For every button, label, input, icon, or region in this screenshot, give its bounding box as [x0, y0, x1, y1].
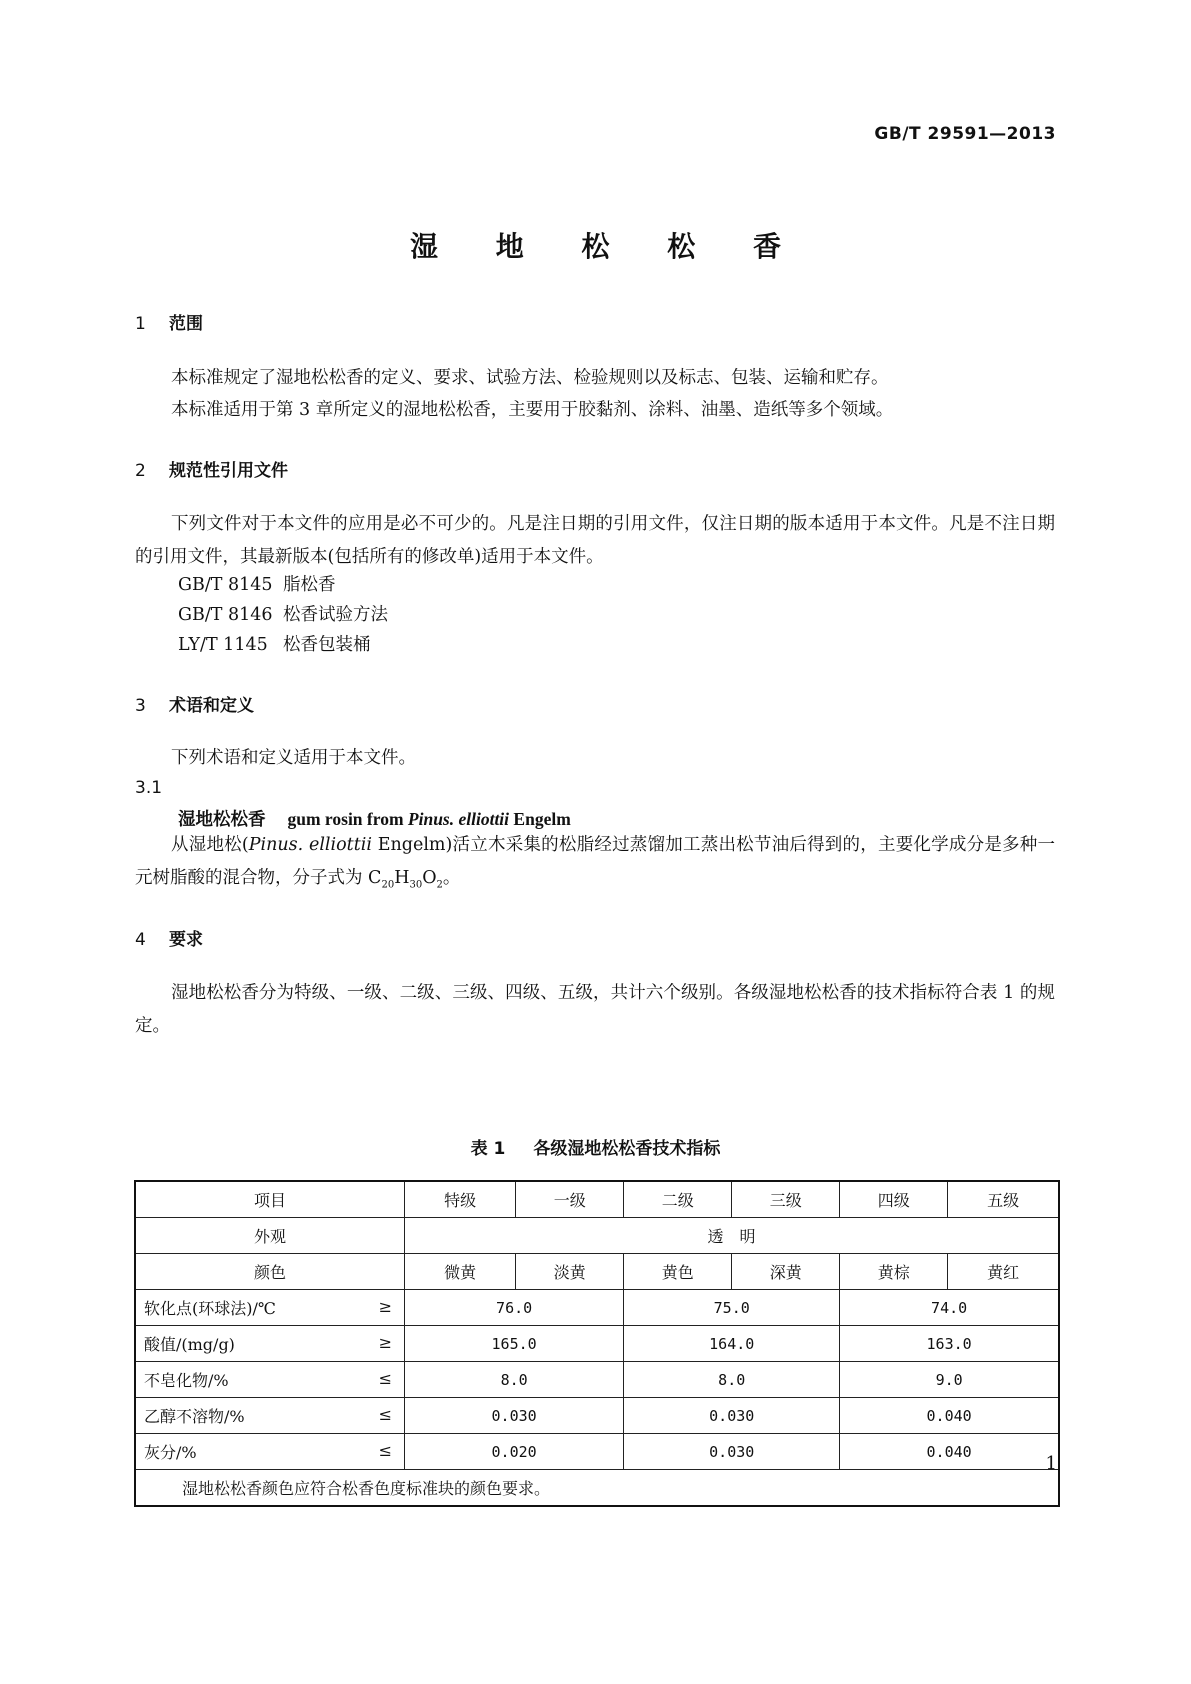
- section-heading-scope: [135, 309, 203, 334]
- reference-item: [178, 601, 388, 626]
- term-heading: [178, 806, 571, 831]
- section-number: 4: [135, 930, 146, 950]
- table-cell: 163.0: [840, 1326, 1059, 1362]
- section-heading-requirements: [135, 925, 203, 950]
- table-cell: 8.0: [624, 1362, 840, 1398]
- table-cell: 0.030: [405, 1398, 624, 1434]
- header-cell: 五级: [948, 1181, 1059, 1218]
- section-number: 1: [135, 314, 146, 334]
- term-definition: 从湿地松(Pinus. elliottii Engelm)活立木采集的松脂经过蒸馏加工蒸出松节油后得到的，主要化学成分是多种一元树脂酸的混合物，分子式为 $C_{20}H_{30}O_2$。: [135, 835, 1055, 891]
- table-cell: 165.0: [405, 1326, 624, 1362]
- header-cell: 四级: [840, 1181, 948, 1218]
- standard-number: GB/T 29591—2013: [874, 124, 1056, 144]
- table-row: [135, 1362, 1059, 1398]
- table-note-row: [135, 1470, 1059, 1507]
- section-title: 要求: [169, 930, 203, 950]
- row-label: 乙醇不溶物/% ≤: [135, 1398, 405, 1434]
- reference-code: GB/T 8146: [178, 605, 273, 625]
- table-cell: 0.040: [840, 1434, 1059, 1470]
- section-title: 术语和定义: [169, 696, 254, 716]
- document-title: 湿 地 松 松 香: [410, 230, 805, 263]
- header-cell: 一级: [516, 1181, 624, 1218]
- reference-name: 脂松香: [283, 575, 336, 595]
- page-number: 1: [1045, 1453, 1057, 1474]
- reference-name: 松香试验方法: [283, 605, 388, 625]
- table-row: [135, 1254, 1059, 1290]
- table-cell: 黄红: [948, 1254, 1059, 1290]
- section-heading-terms: [135, 691, 254, 716]
- table-caption: [0, 1134, 1191, 1159]
- table-cell: 164.0: [624, 1326, 840, 1362]
- table-cell: 透 明: [405, 1218, 1060, 1254]
- row-label: 外观: [135, 1218, 405, 1254]
- section-number: 3: [135, 696, 146, 716]
- reference-code: LY/T 1145: [178, 635, 268, 655]
- table-cell: 微黄: [405, 1254, 516, 1290]
- terms-intro: 下列术语和定义适用于本文件。: [171, 748, 416, 768]
- header-cell: 二级: [624, 1181, 732, 1218]
- spec-table: [134, 1180, 1060, 1507]
- row-label: 灰分/% ≤: [135, 1434, 405, 1470]
- table-row: [135, 1218, 1059, 1254]
- table-cell: 8.0: [405, 1362, 624, 1398]
- term-chinese: 湿地松松香: [178, 810, 266, 830]
- reference-name: 松香包装桶: [283, 635, 371, 655]
- reference-item: [178, 571, 336, 596]
- section-number: 2: [135, 461, 146, 481]
- table-cell: 黄色: [624, 1254, 732, 1290]
- scope-paragraph-1: 本标准规定了湿地松松香的定义、要求、试验方法、检验规则以及标志、包装、运输和贮存。: [171, 368, 889, 388]
- row-label: 不皂化物/% ≤: [135, 1362, 405, 1398]
- table-note: 湿地松松香颜色应符合松香色度标准块的颜色要求。: [135, 1470, 1059, 1507]
- row-label: 酸值/(mg/g) ≥: [135, 1326, 405, 1362]
- table-cell: 0.020: [405, 1434, 624, 1470]
- table-row: [135, 1326, 1059, 1362]
- requirements-paragraph: 湿地松松香分为特级、一级、二级、三级、四级、五级，共计六个级别。各级湿地松松香的技术指标符合表 1 的规定。: [135, 983, 1055, 1036]
- table-number: 表 1: [470, 1139, 506, 1159]
- scope-paragraph-2: 本标准适用于第 3 章所定义的湿地松松香，主要用于胶黏剂、涂料、油墨、造纸等多个领域。: [171, 400, 894, 420]
- table-cell: 淡黄: [516, 1254, 624, 1290]
- table-cell: 76.0: [405, 1290, 624, 1326]
- table-cell: 黄棕: [840, 1254, 948, 1290]
- term-number: 3.1: [135, 778, 163, 798]
- table-header-row: [135, 1181, 1059, 1218]
- section-heading-references: [135, 456, 288, 481]
- table-cell: 0.030: [624, 1434, 840, 1470]
- header-cell: 项目: [135, 1181, 405, 1218]
- table-cell: 9.0: [840, 1362, 1059, 1398]
- reference-item: [178, 631, 371, 656]
- section-title: 规范性引用文件: [169, 461, 288, 481]
- table-row: [135, 1398, 1059, 1434]
- table-cell: 0.040: [840, 1398, 1059, 1434]
- references-intro: 下列文件对于本文件的应用是必不可少的。凡是注日期的引用文件，仅注日期的版本适用于本文件。凡是不注日期的引用文件，其最新版本(包括所有的修改单)适用于本文件。: [135, 514, 1055, 567]
- reference-code: GB/T 8145: [178, 575, 273, 595]
- term-english: gum rosin from Pinus. elliottii Engelm: [287, 809, 571, 829]
- table-cell: 深黄: [732, 1254, 840, 1290]
- table-row: [135, 1434, 1059, 1470]
- table-title: 各级湿地松松香技术指标: [533, 1139, 721, 1159]
- section-title: 范围: [169, 314, 203, 334]
- table-cell: 0.030: [624, 1398, 840, 1434]
- table-row: [135, 1290, 1059, 1326]
- row-label: 颜色: [135, 1254, 405, 1290]
- header-cell: 三级: [732, 1181, 840, 1218]
- table-cell: 74.0: [840, 1290, 1059, 1326]
- row-label: 软化点(环球法)/℃ ≥: [135, 1290, 405, 1326]
- table-cell: 75.0: [624, 1290, 840, 1326]
- header-cell: 特级: [405, 1181, 516, 1218]
